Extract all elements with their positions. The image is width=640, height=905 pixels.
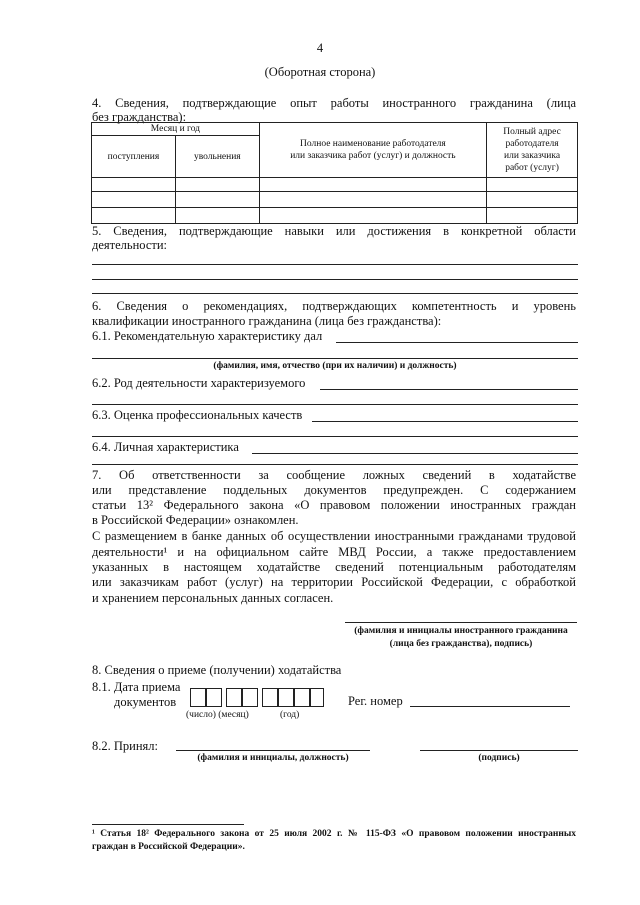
- section-7-p2-line5: и хранением персональных данных согласен.: [92, 591, 334, 605]
- item-6-1-fill-line: [92, 358, 578, 359]
- section-7-p2-line2: деятельности¹ и на официальном сайте МВД России, а также предоставлением: [92, 545, 576, 559]
- date-caption-year: (год): [280, 710, 300, 720]
- year-digit-box[interactable]: [310, 688, 324, 707]
- date-boxes: [190, 688, 322, 707]
- accepted-name-line[interactable]: [176, 750, 370, 751]
- accepted-signature-line[interactable]: [420, 750, 578, 751]
- footnote-line1: ¹ Статья 18² Федерального закона от 25 июля 2002 г. № 115-ФЗ «О правовом положении иностранных: [92, 829, 576, 839]
- item-6-3-fill-line: [312, 421, 578, 422]
- employer-header: [259, 123, 486, 178]
- date-caption-day-month: (число) (месяц): [186, 710, 249, 720]
- applicant-signature-caption2: (лица без гражданства), подпись): [389, 639, 533, 649]
- item-6-4-fill-line: [92, 464, 578, 465]
- employer-header-line2: или заказчика работ (услуг) и должность: [290, 151, 456, 161]
- item-6-2-fill-line: [320, 389, 578, 390]
- item-6-4-label: 6.4. Личная характеристика: [92, 440, 239, 454]
- table-row: [92, 192, 578, 208]
- month-digit-box[interactable]: [226, 688, 242, 707]
- section-5-line1: 5. Сведения, подтверждающие навыки или достижения в конкретной области: [92, 224, 576, 238]
- section-7-p1-line1: 7. Об ответственности за сообщение ложных сведений в ходатайстве: [92, 468, 576, 482]
- accepted-label: 8.2. Принял:: [92, 739, 158, 753]
- section-6-line2: квалификации иностранного гражданина (лица без гражданства):: [92, 314, 442, 328]
- section-4-heading-line1: 4. Сведения, подтверждающие опыт работы иностранного гражданина (лица: [92, 96, 576, 110]
- hired-header: поступления: [92, 136, 176, 178]
- item-6-1-fill-line: [336, 342, 578, 343]
- item-6-1-label: 6.1. Рекомендательную характеристику дал: [92, 329, 323, 343]
- section-7-p1-line3: статьи 13² Федерального закона «О правовом положении иностранных граждан: [92, 498, 576, 512]
- section-5-fill-line: [92, 279, 578, 280]
- footnote-divider: [92, 824, 244, 825]
- section-7-p2-line3: указанных в настоящем ходатайстве сведений потенциальным работодателям: [92, 560, 576, 574]
- address-header-line3: или заказчика: [504, 151, 561, 161]
- employer-header-line1: Полное наименование работодателя: [300, 139, 446, 149]
- applicant-signature-caption1: (фамилия и инициалы иностранного гражданина: [354, 626, 568, 636]
- day-digit-box[interactable]: [190, 688, 206, 707]
- section-5-fill-line: [92, 264, 578, 265]
- fired-header: увольнения: [175, 136, 259, 178]
- footnote-line2: граждан в Российской Федерации».: [92, 842, 245, 852]
- section-5-fill-line: [92, 293, 578, 294]
- day-digit-box[interactable]: [206, 688, 222, 707]
- item-6-4-fill-line: [252, 453, 578, 454]
- page-number: 4: [316, 41, 324, 55]
- year-digit-box[interactable]: [278, 688, 294, 707]
- section-7-p1-line4: в Российской Федерации» ознакомлен.: [92, 513, 299, 527]
- work-experience-table: [91, 122, 578, 224]
- item-6-1-caption: (фамилия, имя, отчество (при их наличии) и должность): [213, 361, 457, 371]
- address-header-line1: Полный адрес: [503, 127, 561, 137]
- item-6-2-fill-line: [92, 404, 578, 405]
- month-digit-box[interactable]: [242, 688, 258, 707]
- page-side-label: (Оборотная сторона): [264, 65, 376, 79]
- applicant-signature-line: [345, 622, 577, 623]
- reg-number-label: Рег. номер: [348, 694, 403, 708]
- section-4-heading-line2: без гражданства):: [92, 110, 187, 124]
- table-row: [92, 178, 578, 192]
- address-header-line4: работ (услуг): [505, 163, 559, 173]
- month-year-header: Месяц и год: [92, 123, 260, 136]
- address-header: [487, 123, 578, 178]
- item-6-3-fill-line: [92, 436, 578, 437]
- address-header-line2: работодателя: [505, 139, 559, 149]
- date-received-label1: 8.1. Дата приема: [92, 680, 181, 694]
- date-received-label2: документов: [114, 695, 177, 709]
- item-6-2-label: 6.2. Род деятельности характеризуемого: [92, 376, 306, 390]
- reg-number-field[interactable]: [410, 706, 570, 707]
- accepted-signature-caption: (подпись): [478, 753, 520, 763]
- accepted-name-caption: (фамилия и инициалы, должность): [197, 753, 349, 763]
- table-row: [92, 208, 578, 224]
- section-7-p2-line1: С размещением в банке данных об осуществлении иностранными гражданами трудовой: [92, 529, 576, 543]
- section-6-line1: 6. Сведения о рекомендациях, подтверждающих компетентность и уровень: [92, 299, 576, 313]
- item-6-3-label: 6.3. Оценка профессиональных качеств: [92, 408, 303, 422]
- section-7-p1-line2: или представление поддельных документов предупрежден. С содержанием: [92, 483, 576, 497]
- year-digit-box[interactable]: [262, 688, 278, 707]
- section-7-p2-line4: или заказчикам работ (услуг) на территории Российской Федерации, с обработкой: [92, 575, 576, 589]
- section-8-heading: 8. Сведения о приеме (получении) ходатайства: [92, 663, 342, 677]
- section-5-line2: деятельности:: [92, 238, 168, 252]
- year-digit-box[interactable]: [294, 688, 310, 707]
